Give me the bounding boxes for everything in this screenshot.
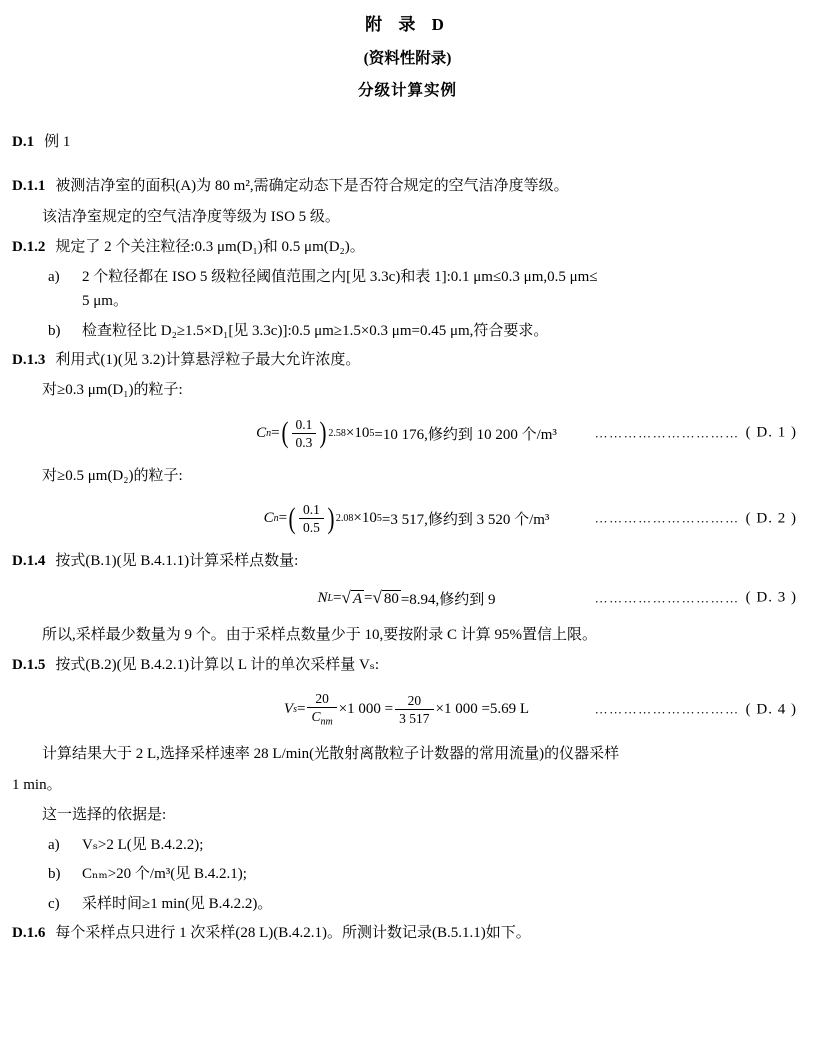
list-text-line2: 5 μm。 bbox=[82, 293, 128, 310]
formula-d2-number: ( D. 2 ) bbox=[745, 510, 797, 527]
list-item bbox=[12, 862, 801, 886]
leader-dots: ………………………… bbox=[594, 425, 740, 441]
list-text bbox=[82, 265, 801, 314]
formula-d1-tail bbox=[579, 425, 797, 442]
appendix-name: 分级计算实例 bbox=[357, 82, 457, 99]
formula-d4-frac1 bbox=[307, 691, 336, 728]
formula-d2-frac-num: 0.1 bbox=[299, 502, 324, 519]
formula-d2-times-sup: 5 bbox=[376, 513, 382, 525]
formula-d4-frac2-den: 3 517 bbox=[399, 711, 430, 727]
clause-d1-3-line1: 对≥0.3 μm(D₁)的粒子: bbox=[42, 382, 183, 399]
formula-d1-eq: = bbox=[271, 424, 280, 441]
paren-open-icon: ( bbox=[281, 416, 289, 450]
sqrt-icon: √ 80 bbox=[372, 587, 399, 607]
clause-d1-5-text: 按式(B.2)(见 B.4.2.1)计算以 L 计的单次采样量 Vₛ: bbox=[55, 657, 379, 673]
list-item bbox=[12, 265, 801, 314]
formula-d1-frac-den: 0.3 bbox=[295, 434, 313, 450]
clause-d1-5-para1: 计算结果大于 2 L,选择采样速率 28 L/min(光散射离散粒子计数器的常用流量)的仪器采样 bbox=[42, 746, 620, 763]
clause-d1-5-para1b: 1 min。 bbox=[12, 776, 62, 793]
formula-d4-lhs: V bbox=[283, 701, 294, 718]
clause-d1-4-number: D.1.4 bbox=[12, 553, 46, 570]
formula-d3 bbox=[12, 588, 801, 609]
formula-d4-number: ( D. 4 ) bbox=[745, 701, 797, 718]
formula-d2 bbox=[12, 502, 801, 535]
list-item bbox=[12, 833, 801, 857]
clause-d1 bbox=[12, 130, 801, 154]
formula-d4-frac1-num: 20 bbox=[307, 691, 336, 708]
paren-close-icon: ) bbox=[327, 501, 335, 535]
leader-dots: ………………………… bbox=[594, 590, 740, 606]
leader-dots: ………………………… bbox=[594, 510, 740, 526]
list-item bbox=[12, 319, 801, 343]
clause-d1-5-number: D.1.5 bbox=[12, 657, 46, 673]
clause-d1-4-text: 按式(B.1)(见 B.4.1.1)计算采样点数量: bbox=[55, 553, 299, 570]
formula-d1-lhs: C bbox=[256, 424, 267, 441]
list-item bbox=[12, 892, 801, 916]
formula-d4-body bbox=[284, 691, 529, 728]
formula-d2-frac-den: 0.5 bbox=[303, 520, 320, 536]
clause-d1-6-number: D.1.6 bbox=[12, 925, 46, 942]
sqrt-icon: √ A bbox=[341, 587, 363, 607]
paren-open-icon: ( bbox=[288, 501, 296, 535]
formula-d4-mid: ×1 000 = bbox=[338, 701, 394, 718]
formula-d4 bbox=[12, 691, 801, 728]
list-marker: c) bbox=[48, 895, 60, 912]
formula-d3-eq2: = bbox=[364, 589, 373, 606]
formula-d2-lhs: C bbox=[263, 510, 274, 527]
formula-d1-frac-num: 0.1 bbox=[292, 417, 317, 434]
clause-d1-4 bbox=[12, 549, 801, 573]
formula-d1 bbox=[12, 417, 801, 450]
clause-d1-text: 例 1 bbox=[44, 134, 71, 150]
formula-d3-tail bbox=[579, 590, 797, 607]
formula-d2-eq: = bbox=[278, 510, 288, 527]
clause-d1-2-text: 规定了 2 个关注粒径:0.3 μm(D₁)和 0.5 μm(D₂)。 bbox=[55, 238, 365, 255]
formula-d1-frac bbox=[292, 417, 317, 450]
clause-d1-5 bbox=[12, 653, 801, 677]
list-text: 采样时间≥1 min(见 B.4.2.2)。 bbox=[82, 895, 273, 912]
formula-d3-sqrt1: A bbox=[352, 590, 363, 607]
list-marker: b) bbox=[48, 866, 61, 883]
formula-d3-eq: = bbox=[333, 589, 342, 606]
clause-d1-1-para2: 该洁净室规定的空气洁净度等级为 ISO 5 级。 bbox=[42, 208, 340, 225]
formula-d1-times-sup: 5 bbox=[369, 427, 375, 439]
formula-d4-tail-text: ×1 000 =5.69 L bbox=[435, 701, 530, 718]
list-text: Cₙₘ>20 个/m³(见 B.4.2.1); bbox=[82, 866, 247, 883]
clause-d1-3-text: 利用式(1)(见 3.2)计算悬浮粒子最大允许浓度。 bbox=[55, 352, 361, 369]
formula-d2-times: ×10 bbox=[353, 510, 377, 527]
appendix-header bbox=[0, 10, 815, 100]
formula-d4-lhs-sub: s bbox=[293, 704, 297, 716]
formula-d1-number: ( D. 1 ) bbox=[745, 424, 797, 441]
document-body bbox=[0, 130, 815, 945]
clause-d1-6 bbox=[12, 921, 801, 945]
appendix-kind: (资料性附录) bbox=[363, 50, 452, 67]
list-text: Vₛ>2 L(见 B.4.2.2); bbox=[82, 837, 204, 854]
clause-d1-1 bbox=[12, 174, 801, 198]
formula-d3-result: =8.94,修约到 9 bbox=[400, 591, 496, 608]
formula-d4-tail bbox=[579, 701, 797, 718]
clause-d1-5-para2: 这一选择的依据是: bbox=[42, 806, 167, 823]
clause-d1-3-line2: 对≥0.5 μm(D₂)的粒子: bbox=[42, 467, 183, 484]
formula-d4-frac2-num: 20 bbox=[395, 693, 433, 710]
list-marker: b) bbox=[48, 322, 61, 339]
list-text-line1: 2 个粒径都在 ISO 5 级粒径阈值范围之内[见 3.3c)和表 1]:0.1 μm≤0.3 μm,0.5 μm≤ bbox=[82, 269, 598, 286]
formula-d2-frac bbox=[299, 502, 324, 535]
formula-d2-result: =3 517,修约到 3 520 个/m³ bbox=[381, 512, 550, 529]
clause-d1-number: D.1 bbox=[12, 134, 35, 150]
formula-d4-eq: = bbox=[296, 701, 306, 718]
formula-d3-lhs: N bbox=[317, 589, 328, 606]
appendix-title: 附 录 D bbox=[365, 15, 450, 34]
paren-close-icon: ) bbox=[319, 416, 327, 450]
formula-d4-frac1-den-var: C bbox=[311, 709, 321, 725]
formula-d1-times: ×10 bbox=[345, 424, 370, 441]
formula-d3-lhs-sub: L bbox=[327, 592, 334, 604]
list-marker: a) bbox=[48, 837, 60, 854]
formula-d4-frac1-den-sub: nm bbox=[320, 717, 333, 729]
formula-d3-body bbox=[317, 588, 495, 609]
clause-d1-1-number: D.1.1 bbox=[12, 178, 46, 195]
clause-d1-4-para: 所以,采样最少数量为 9 个。由于采样点数量少于 10,要按附录 C 计算 95%置信上限。 bbox=[42, 626, 598, 643]
formula-d1-exponent: 2.58 bbox=[328, 427, 346, 439]
formula-d2-exponent: 2.08 bbox=[335, 513, 354, 525]
formula-d3-number: ( D. 3 ) bbox=[745, 589, 797, 606]
clause-d1-6-text: 每个采样点只进行 1 次采样(28 L)(B.4.2.1)。所测计数记录(B.5.1.1)如下。 bbox=[55, 925, 531, 942]
clause-d1-3-number: D.1.3 bbox=[12, 352, 46, 369]
formula-d2-body bbox=[264, 502, 550, 535]
clause-d1-1-text: 被测洁净室的面积(A)为 80 m²,需确定动态下是否符合规定的空气洁净度等级。 bbox=[55, 178, 569, 195]
document-page bbox=[0, 10, 815, 1048]
leader-dots: ………………………… bbox=[594, 701, 740, 717]
formula-d2-tail bbox=[579, 510, 797, 527]
formula-d1-result: =10 176,修约到 10 200 个/m³ bbox=[374, 426, 557, 443]
clause-d1-2 bbox=[12, 235, 801, 259]
formula-d4-frac1-den bbox=[307, 708, 336, 728]
clause-d1-2-number: D.1.2 bbox=[12, 238, 46, 255]
formula-d2-lhs-sub: n bbox=[273, 513, 279, 525]
formula-d4-frac2 bbox=[395, 693, 433, 726]
list-marker: a) bbox=[48, 269, 60, 286]
formula-d3-sqrt2: 80 bbox=[383, 590, 399, 607]
formula-d1-lhs-sub: n bbox=[266, 427, 272, 439]
clause-d1-3 bbox=[12, 348, 801, 372]
list-text: 检查粒径比 D₂≥1.5×D₁[见 3.3c)]:0.5 μm≥1.5×0.3 μm=0.45 μm,符合要求。 bbox=[82, 322, 549, 339]
formula-d1-body bbox=[256, 417, 557, 450]
